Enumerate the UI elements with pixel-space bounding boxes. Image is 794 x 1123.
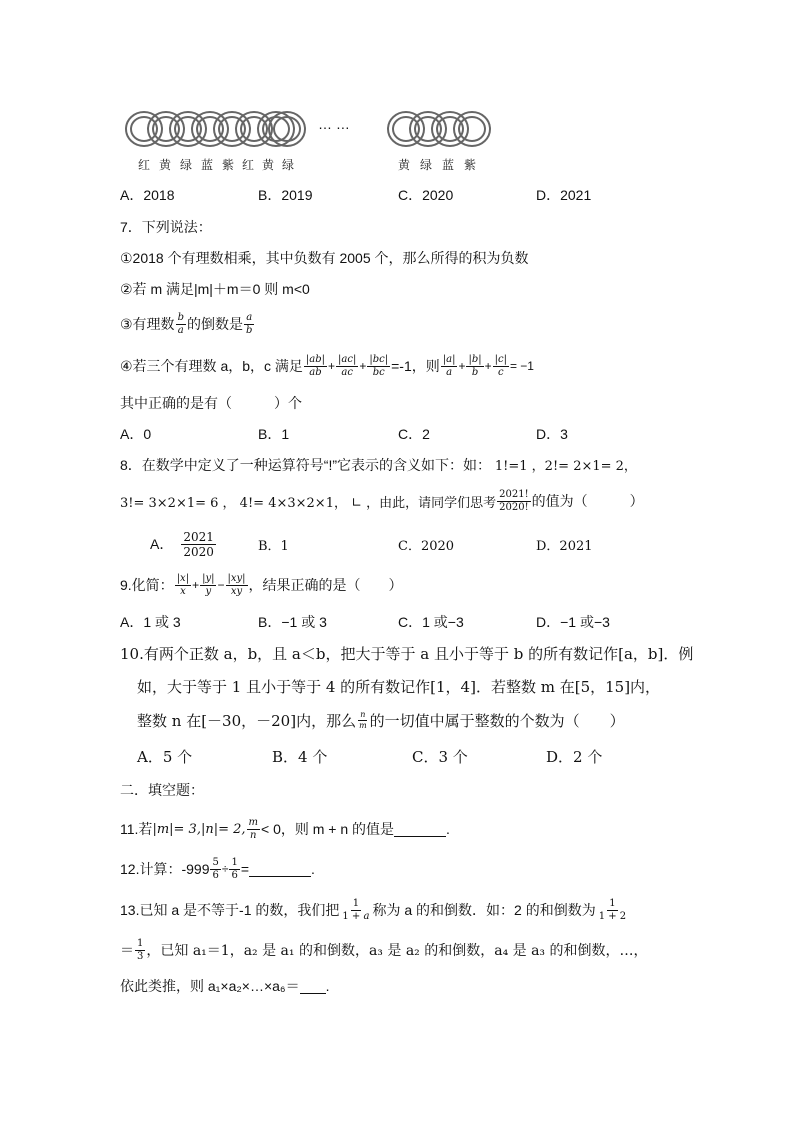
q11-math: |m|= 3,|n|= 2,: [152, 821, 246, 837]
q7-s4-mid: =-1，则: [391, 358, 440, 374]
q13-line-1-pre: 13.已知 a 是不等于-1 的数，我们把: [120, 902, 340, 918]
q13-line-3-text: 依此类推，则 a₁×a₂×…×a₆＝: [120, 978, 300, 994]
q7-option-d: D．3: [536, 426, 568, 442]
q10-option-b: B．4 个: [272, 748, 328, 766]
fraction-a-over-b: $\frac{a}{b}$: [245, 311, 253, 336]
ring-label: 黄: [262, 158, 276, 172]
q8-line-2-math: 3!= 3×2×1= 6 ， 4!= 4×3×2×1， ∟ ，由此，请同学们思考: [120, 495, 497, 511]
q8-line-1: [120, 455, 637, 475]
q6-option-a: A．2018: [120, 187, 175, 203]
ring-label: 紫: [222, 158, 236, 172]
ring-label: 黄: [159, 158, 173, 172]
q10-line-3-pre: 整数 n 在[－30，－20]内，那么: [137, 711, 357, 730]
fraction-abs-x: $\frac{|x|}{x}$: [176, 572, 190, 597]
fraction-m-over-n: $\frac{m}{n}$: [248, 816, 258, 841]
fraction-2021-fact-over-2020-fact: [497, 490, 530, 513]
q12-pre: 12.计算：-999: [120, 861, 210, 877]
rings-chain-left: [124, 108, 309, 152]
q8-option-c: C．2020: [398, 539, 455, 554]
q6-option-c: C．2020: [398, 187, 454, 203]
q8-line-2: [120, 484, 644, 518]
rings-figure: [124, 108, 494, 178]
ring-label: 红: [138, 158, 152, 172]
answer-blank[interactable]: [300, 979, 326, 994]
q10-line-1: 10.有两个正数 a，b，且 a＜b，把大于等于 a 且小于等于 b 的所有数记作[a，b]．例: [120, 645, 694, 663]
q11-post: < 0，则 m + n 的值是: [261, 821, 395, 837]
q7-statement-2: ②若 m 满足|m|＋m＝0 则 m<0: [120, 281, 310, 297]
ring-label: 绿: [282, 158, 296, 172]
fraction-1-over-6: $\frac{1}{6}$: [231, 856, 238, 881]
q9-option-d: D．−1 或−3: [536, 614, 610, 630]
q9-option-a: A．1 或 3: [120, 614, 181, 630]
q7-statement-3: [120, 308, 255, 340]
q7-s3-pre: ③有理数: [120, 316, 175, 332]
q13-line-1-mid: 称为 a 的和倒数．如：2 的和倒数为: [372, 902, 596, 918]
q9-line: 9.化简： $\frac{|x|}{x}$ + $\frac{|y|}{y}$ − $\frac{|xy|}{xy}$ ，结果正确的是（ ）: [120, 572, 403, 597]
q8-line-2-end: 的值为（ ）: [531, 493, 644, 509]
q13-line-1: [120, 892, 629, 928]
q6-option-b: B．2019: [258, 187, 313, 203]
fraction-2021-over-2020: [181, 531, 216, 558]
q8-option-b: B．1: [258, 539, 289, 554]
q11-end: .: [446, 821, 450, 837]
q9-post: ，结果正确的是（ ）: [248, 577, 403, 593]
q7-statement-1: ①2018 个有理数相乘，其中负数有 2005 个，那么所得的积为负数: [120, 250, 529, 266]
q13-line-3: [120, 976, 329, 996]
fraction-n-over-m: $\frac{n}{m}$: [359, 709, 367, 730]
fraction-1-over-3: $\frac{1}{3}$: [137, 937, 144, 962]
fraction-abs-bc: $\frac{|bc|}{bc}$: [369, 353, 389, 378]
fraction-abs-y: $\frac{|y|}{y}$: [202, 572, 215, 597]
q7-s4-end: = −1: [509, 359, 534, 373]
fraction-5-over-6: $\frac{5}{6}$: [212, 856, 219, 881]
q10-line-3-post: 的一切值中属于整数的个数为（ ）: [369, 711, 625, 730]
q7-ask: 其中正确的是有（ ）个: [120, 395, 302, 411]
q9-option-c: C．1 或−3: [398, 614, 464, 630]
q10-line-2: 如，大于等于 1 且小于等于 4 的所有数记作[1，4]．若整数 m 在[5，15]内，: [137, 678, 661, 696]
q7-option-b: B．1: [258, 426, 290, 442]
q13-line-3-end: .: [325, 978, 330, 994]
fraction-b-over-a: $\frac{b}{a}$: [177, 311, 184, 336]
rings-chain-right: [386, 108, 496, 152]
q8-frac-den: 2020!: [499, 501, 529, 513]
q7-s4-pre: ④若三个有理数 a，b，c 满足: [120, 358, 303, 374]
q7-option-c: C．2: [398, 426, 430, 442]
fraction-1-over-1-plus-2: $\frac{1}{1 + 2}$: [598, 897, 627, 922]
ring-label: 红: [242, 158, 256, 172]
fraction-1-over-1-plus-a: $\frac{1}{1 + a}$: [342, 897, 370, 922]
ring-label: 绿: [180, 158, 194, 172]
q11-pre: 11.若: [120, 821, 153, 837]
q9-option-b: B．−1 或 3: [258, 614, 327, 630]
q7-statement-4: ④若三个有理数 a，b，c 满足 $\frac{|ab|}{ab}$ + $\frac{|ac|}{ac}$ + $\frac{|bc|}{bc}$ =-1，则 $\frac{|a|}{a}$ + $\frac{|b|}{b}$ + $\frac{|c|}{c}$ = −1: [120, 353, 534, 378]
q13-line-2: [120, 933, 648, 967]
fraction-abs-xy: $\frac{|xy|}{xy}$: [227, 572, 246, 597]
q8-option-a: [150, 526, 217, 562]
rings-ellipsis: … …: [318, 116, 350, 132]
q7-s3-mid: 的倒数是: [186, 316, 243, 332]
q8-opt-a-num: 2021: [183, 529, 214, 544]
q6-option-d: D．2021: [536, 187, 592, 203]
fraction-abs-b: $\frac{|b|}{b}$: [468, 353, 482, 378]
fraction-abs-a: $\frac{|a|}{a}$: [442, 353, 456, 378]
q8-line-1-text: 8．在数学中定义了一种运算符号“!”它表示的含义如下：如：: [120, 457, 491, 473]
ring-label: 紫: [464, 158, 478, 172]
q10-option-a: A．5 个: [137, 748, 193, 766]
answer-blank[interactable]: [249, 862, 311, 877]
q13-line-2-pre: ＝: [120, 942, 134, 958]
q11-line: [120, 812, 450, 846]
ring-label: 蓝: [201, 158, 215, 172]
ring-label: 蓝: [442, 158, 456, 172]
ring-label: 绿: [420, 158, 434, 172]
fraction-abs-c: $\frac{|c|}{c}$: [494, 353, 507, 378]
q12-end: .: [311, 861, 315, 877]
q10-option-d: D．2 个: [546, 748, 603, 766]
q12-line: 12.计算：-999 $\frac{5}{6}$ ÷ $\frac{1}{6}$ = .: [120, 856, 315, 881]
q8-option-a-label: A．: [150, 536, 174, 552]
q7-option-a: A．0: [120, 426, 152, 442]
q8-opt-a-den: 2020: [183, 544, 214, 559]
q10-option-c: C．3 个: [412, 748, 468, 766]
section-heading: 二．填空题：: [120, 782, 204, 798]
q10-line-3: [137, 704, 625, 736]
answer-blank[interactable]: [394, 822, 446, 837]
q9-pre: 9.化简：: [120, 577, 174, 593]
q8-line-1-math: 1!=1 ，2!= 2×1= 2，: [494, 459, 637, 474]
ring-label: 黄: [398, 158, 412, 172]
q8-option-d: D．2021: [536, 539, 593, 554]
fraction-abs-ac: $\frac{|ac|}{ac}$: [338, 353, 357, 378]
q8-frac-num: 2021!: [499, 488, 529, 500]
q7-title: 7．下列说法：: [120, 219, 212, 235]
q12-post: =: [240, 861, 250, 877]
q13-line-2-post: ，已知 a₁＝1，a₂ 是 a₁ 的和倒数，a₃ 是 a₂ 的和倒数，a₄ 是 a₃ 的和倒数，…，: [146, 943, 648, 959]
fraction-abs-ab: $\frac{|ab|}{ab}$: [305, 353, 326, 378]
